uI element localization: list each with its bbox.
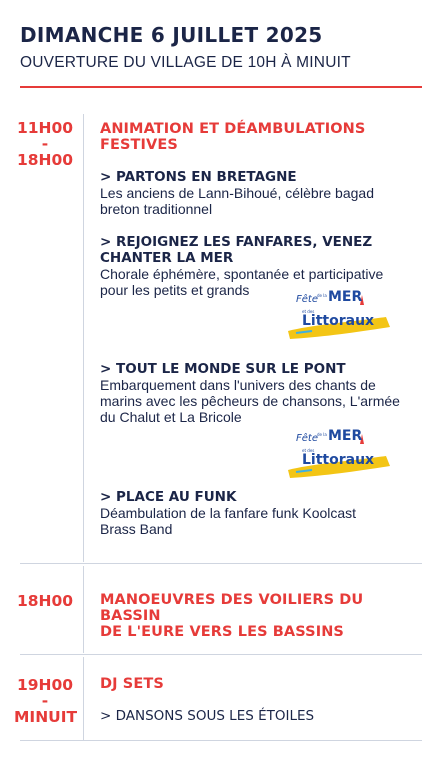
logo-text: MER bbox=[328, 289, 363, 305]
column-divider bbox=[83, 657, 84, 740]
logo-text: de la bbox=[317, 432, 327, 437]
logo-text: Fête bbox=[296, 294, 318, 305]
sub-event-title-line: > REJOIGNEZ LES FANFARES, VENEZ bbox=[100, 234, 373, 250]
event-title-line: FESTIVES bbox=[100, 137, 178, 153]
schedule-time-18h: 18H00 bbox=[16, 592, 74, 610]
sub-event-desc-line: breton traditionnel bbox=[100, 201, 213, 217]
fete-de-la-mer-logo bbox=[282, 285, 394, 341]
sub-event-funk bbox=[100, 489, 422, 537]
sub-event-pont bbox=[100, 361, 422, 425]
time-start: 11H00 bbox=[16, 119, 74, 137]
time-separator: - bbox=[41, 692, 49, 710]
sub-event-title: > PLACE AU FUNK bbox=[100, 489, 237, 505]
sub-event-etoiles bbox=[100, 708, 422, 724]
logo-text: de la bbox=[317, 293, 327, 298]
header-divider bbox=[20, 86, 422, 88]
event-animation bbox=[100, 121, 422, 153]
sub-event-title: > DANSONS SOUS LES ÉTOILES bbox=[100, 708, 315, 724]
row-divider bbox=[20, 740, 422, 741]
schedule-time-11h-18h bbox=[14, 120, 76, 168]
column-divider bbox=[83, 114, 84, 562]
time-end: 18H00 bbox=[16, 151, 74, 169]
sub-event-title-line: CHANTER LA MER bbox=[100, 250, 234, 266]
sub-event-bretagne bbox=[100, 169, 422, 217]
logo-text: Littoraux bbox=[302, 313, 375, 329]
sub-event-title: > PARTONS EN BRETAGNE bbox=[100, 169, 297, 185]
page-subtitle: OUVERTURE DU VILLAGE DE 10H À MINUIT bbox=[20, 54, 351, 71]
sub-event-desc-line: pour les petits et grands bbox=[100, 282, 250, 298]
sub-event-desc-line: Brass Band bbox=[100, 521, 173, 537]
logo-text: Littoraux bbox=[302, 452, 375, 468]
sub-event-desc-line: marins avec les pêcheurs de chansons, L'armée bbox=[100, 393, 400, 409]
event-title: DJ SETS bbox=[100, 676, 164, 692]
time-start: 19H00 bbox=[16, 676, 74, 694]
event-title-line: DE L'EURE VERS LES BASSINS bbox=[100, 624, 344, 640]
schedule-time-19h-minuit bbox=[14, 677, 76, 725]
event-dj-sets bbox=[100, 676, 422, 692]
event-manoeuvres bbox=[100, 592, 422, 640]
sub-event-desc-line: Les anciens de Lann-Bihoué, célèbre bagad bbox=[100, 185, 374, 201]
time-end: MINUIT bbox=[14, 708, 78, 726]
logo-text: et des bbox=[302, 448, 315, 453]
logo-text: et des bbox=[302, 309, 315, 314]
sub-event-desc-line: Chorale éphémère, spontanée et participative bbox=[100, 266, 384, 282]
logo-text: Fête bbox=[296, 433, 318, 444]
row-divider bbox=[20, 654, 422, 655]
fete-de-la-mer-logo bbox=[282, 424, 394, 480]
sub-event-desc-line: Embarquement dans l'univers des chants de bbox=[100, 377, 376, 393]
page-header bbox=[20, 22, 422, 73]
sub-event-desc-line: Déambulation de la fanfare funk Koolcast bbox=[100, 505, 357, 521]
sub-event-title: > TOUT LE MONDE SUR LE PONT bbox=[100, 361, 346, 377]
column-divider bbox=[83, 566, 84, 653]
event-title bbox=[100, 121, 422, 153]
page-title: DIMANCHE 6 JUILLET 2025 bbox=[20, 23, 323, 47]
row-divider bbox=[20, 563, 422, 564]
logo-text: MER bbox=[328, 428, 363, 444]
time-separator: - bbox=[41, 135, 49, 153]
event-title bbox=[100, 592, 422, 640]
event-title-line: ANIMATION ET DÉAMBULATIONS bbox=[100, 121, 366, 137]
event-title-line: MANOEUVRES DES VOILIERS DU BASSIN bbox=[100, 592, 364, 624]
sub-event-desc-line: du Chalut et La Bricole bbox=[100, 409, 242, 425]
